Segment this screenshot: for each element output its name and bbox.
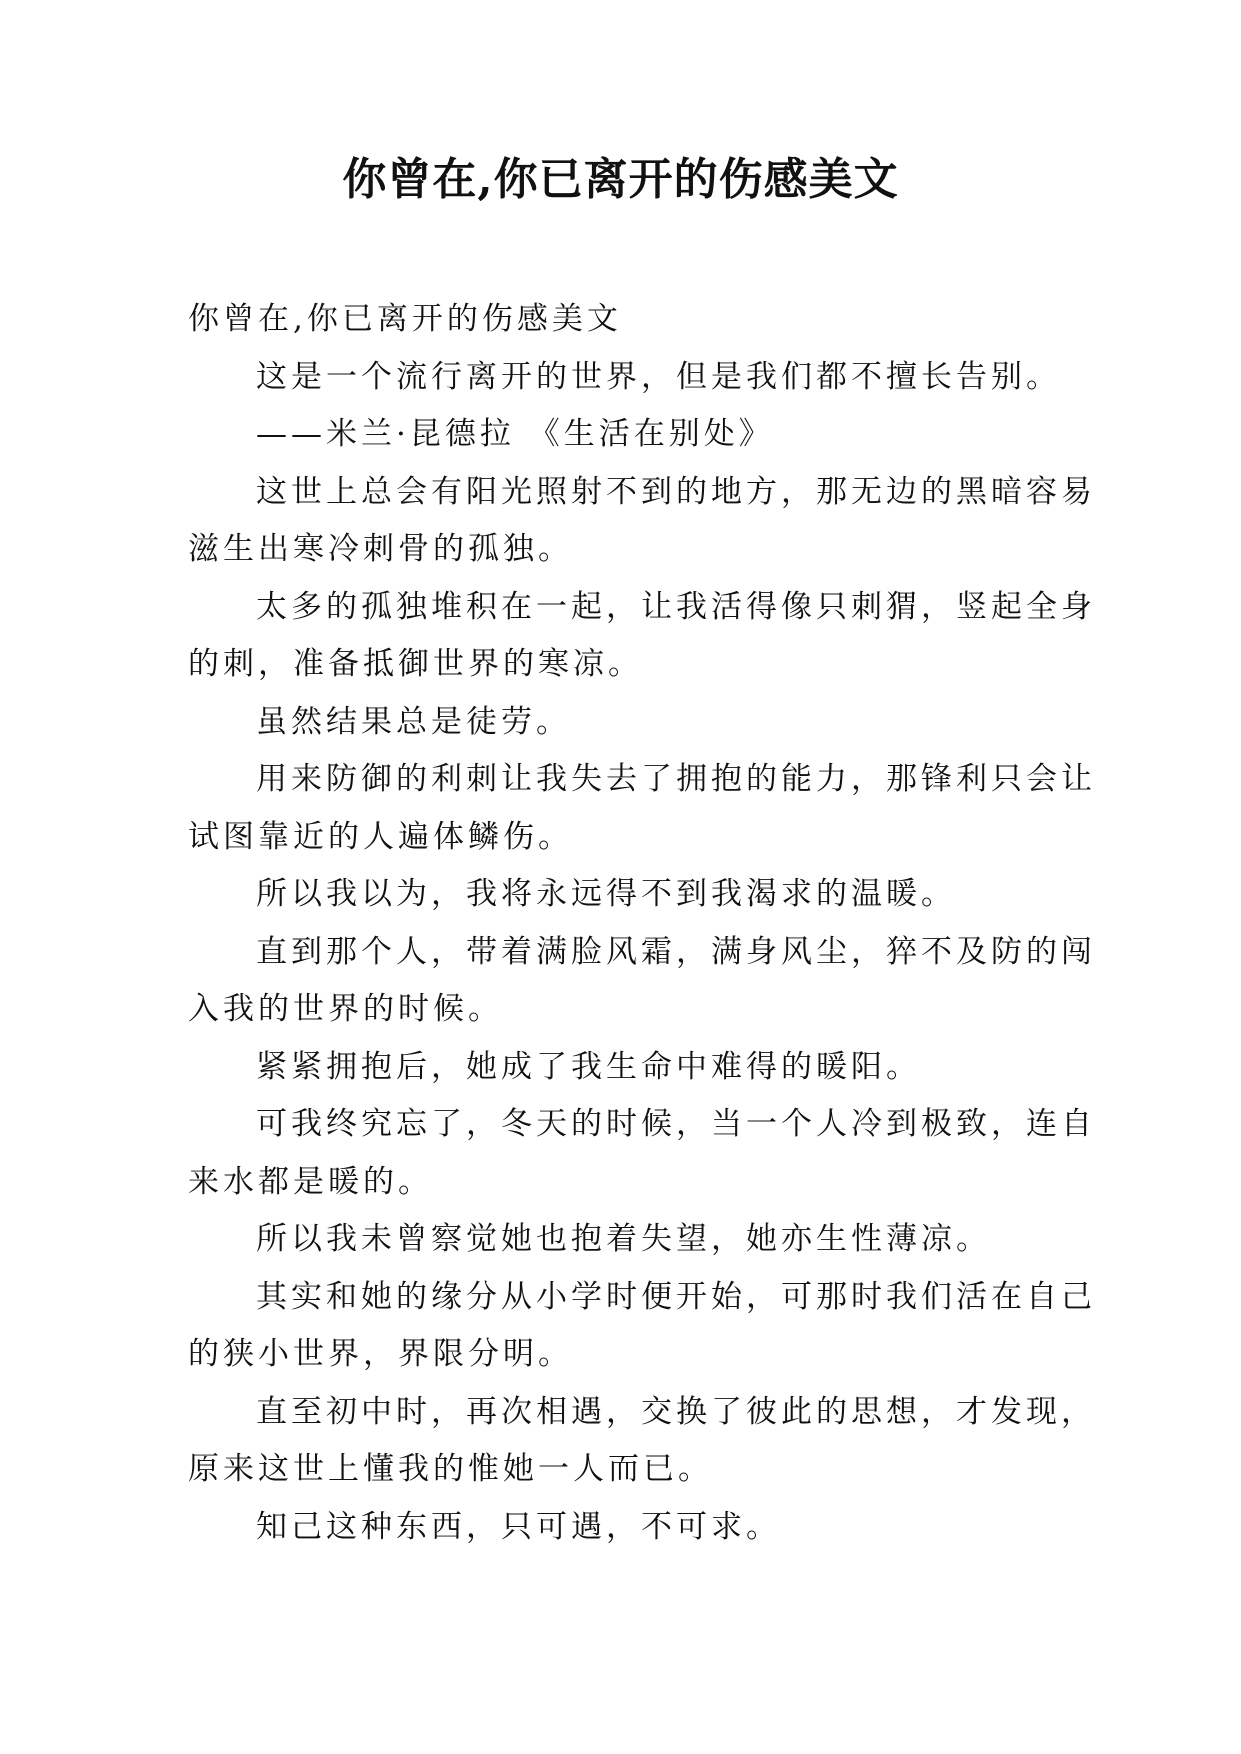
text-line: 的狭小世界，界限分明。 xyxy=(188,1336,573,1372)
paragraph xyxy=(188,291,1058,349)
text-line: 你曾在,你已离开的伤感美文 xyxy=(188,301,622,337)
text-line: 滋生出寒冷刺骨的孤独。 xyxy=(188,531,573,567)
paragraph xyxy=(188,579,1096,637)
paragraph xyxy=(188,1096,1096,1154)
text-line: 原来这世上懂我的惟她一人而已。 xyxy=(188,1451,713,1487)
paragraph xyxy=(188,464,1096,522)
paragraph xyxy=(188,349,1061,407)
paragraph-continuation xyxy=(188,981,1058,1039)
paragraph-continuation xyxy=(188,1326,1058,1384)
paragraph xyxy=(188,751,1096,809)
text-line: 用来防御的利刺让我失去了拥抱的能力，那锋利只会让 xyxy=(256,761,1096,797)
paragraph xyxy=(188,406,1058,464)
paragraph xyxy=(188,924,1096,982)
paragraph xyxy=(188,1384,1096,1442)
paragraph xyxy=(188,694,1058,752)
text-line: 入我的世界的时候。 xyxy=(188,991,503,1027)
document-body xyxy=(188,291,1096,1556)
text-line: 来水都是暖的。 xyxy=(188,1163,433,1200)
paragraph xyxy=(188,1211,1058,1269)
text-line: 太多的孤独堆积在一起，让我活得像只刺猬，竖起全身 xyxy=(256,588,1096,625)
paragraph-continuation xyxy=(188,636,1058,694)
text-line: 可我终究忘了，冬天的时候，当一个人冷到极致，连自 xyxy=(256,1106,1096,1142)
text-line: 的刺，准备抵御世界的寒凉。 xyxy=(188,646,643,682)
paragraph xyxy=(188,1039,1058,1097)
paragraph-continuation xyxy=(188,521,1058,579)
text-line: 直至初中时，再次相遇，交换了彼此的思想，才发现， xyxy=(256,1393,1096,1430)
paragraph-continuation xyxy=(188,1441,1058,1499)
paragraph xyxy=(188,866,1058,924)
text-line: 这世上总会有阳光照射不到的地方，那无边的黑暗容易 xyxy=(256,473,1096,510)
text-line: 试图靠近的人遍体鳞伤。 xyxy=(188,818,573,855)
paragraph-continuation xyxy=(188,809,1058,867)
text-line: 这是一个流行离开的世界，但是我们都不擅长告别。 xyxy=(256,358,1061,395)
paragraph xyxy=(188,1269,1096,1327)
text-line: 所以我未曾察觉她也抱着失望，她亦生性薄凉。 xyxy=(256,1221,991,1257)
text-line: 直到那个人，带着满脸风霜，满身风尘，猝不及防的闯 xyxy=(256,933,1096,970)
text-line: 所以我以为，我将永远得不到我渴求的温暖。 xyxy=(256,876,956,912)
text-line: 其实和她的缘分从小学时便开始，可那时我们活在自己 xyxy=(256,1278,1096,1315)
text-line: 紧紧拥抱后，她成了我生命中难得的暖阳。 xyxy=(256,1048,921,1085)
paragraph xyxy=(188,1499,1058,1557)
text-line: ——米兰·昆德拉 《生活在别处》 xyxy=(256,416,774,452)
paragraph-continuation xyxy=(188,1154,1058,1212)
document-title: 你曾在,你已离开的伤感美文 xyxy=(342,154,899,205)
text-line: 虽然结果总是徒劳。 xyxy=(256,703,571,740)
text-line: 知己这种东西，只可遇，不可求。 xyxy=(256,1508,781,1545)
